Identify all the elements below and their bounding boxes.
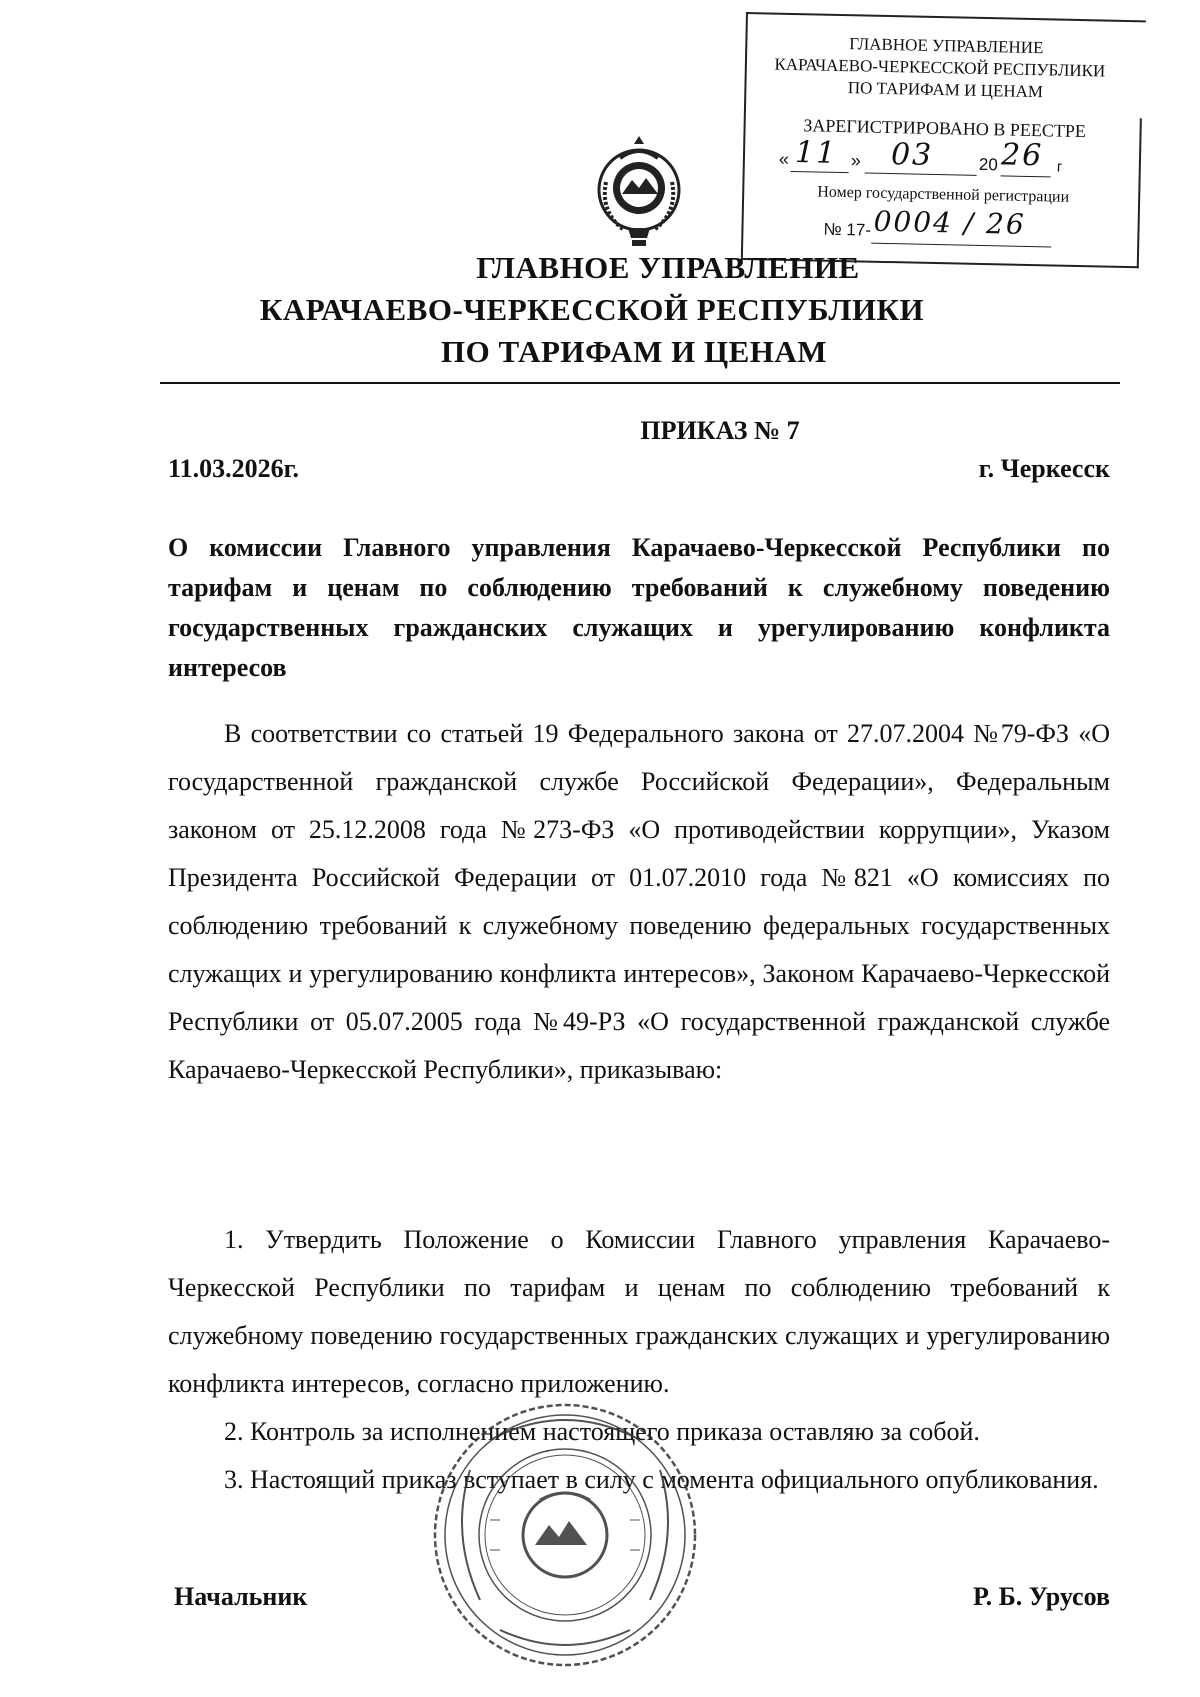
order-place: г. Черкесск [978, 454, 1110, 483]
signature-position: Начальник [174, 1582, 308, 1611]
order-item-3: 3. Настоящий приказ вступает в силу с момента официального опубликования. [224, 1465, 1099, 1494]
header-line3: ПО ТАРИФАМ И ЦЕНАМ [440, 334, 828, 369]
coat-of-arms-emblem [594, 132, 684, 252]
registration-stamp [741, 12, 1146, 272]
stamp-date-row: « 11 » 03 20 26 г [778, 135, 1063, 176]
stamp-org-line3: ПО ТАРИФАМ И ЦЕНАМ [847, 78, 1044, 102]
signature-name: Р. Б. Урусов [972, 1582, 1110, 1611]
header-divider [160, 382, 1120, 384]
stamp-org-line2: КАРАЧАЕВО-ЧЕРКЕССКОЙ РЕСПУБЛИКИ [774, 54, 1106, 81]
stamp-month: 03 [890, 137, 934, 173]
stamp-year-suffix: 26 [1000, 137, 1044, 174]
header-line2: КАРАЧАЕВО-ЧЕРКЕССКОЙ РЕСПУБЛИКИ [259, 292, 925, 327]
stamp-number-prefix: № 17- [823, 219, 872, 240]
stamp-number-value: 0004 / 26 [873, 204, 1027, 241]
order-date: 11.03.2026г. [168, 454, 299, 483]
stamp-number-row [823, 204, 1124, 250]
order-subject: О комиссии Главного управления Карачаево-Черкесской Республики по тарифам и ценам по соблюдению требований к служебному поведению государственных гражданских служащих и урегулированию конфликта интересов [168, 533, 1110, 682]
stamp-year-prefix: 20 [978, 154, 998, 175]
header-line1: ГЛАВНОЕ УПРАВЛЕНИЕ [476, 250, 860, 285]
stamp-reg-number-label: Номер государственной регистрации [817, 183, 1070, 206]
official-round-seal [430, 1400, 700, 1670]
stamp-year-unit: г [1056, 158, 1063, 176]
stamp-day: 11 [794, 135, 838, 171]
order-item-1: 1. Утвердить Положение о Комиссии Главного управления Карачаево-Черкесской Республики по тарифам и ценам по соблюдению требований к служебному поведению государственных гражданских служащих и урегулированию конфликта интересов, согласно приложению. [168, 1225, 1110, 1398]
preamble-paragraph: В соответствии со статьей 19 Федерального закона от 27.07.2004 №79-ФЗ «О государственной гражданской службе Российской Федерации», Федеральным законом от 25.12.2008 года №273-ФЗ «О противодействии коррупции», Указом Президента Российской Федерации от 01.07.2010 года №821 «О комиссиях по соблюдению требований к служебному поведению федеральных государственных служащих и урегулированию конфликта интересов», Законом Карачаево-Черкесской Республики от 05.07.2005 года №49-РЗ «О государственной гражданской службе Карачаево-Черкесской Республики», приказываю: [168, 719, 1110, 1084]
order-title: ПРИКАЗ № 7 [640, 416, 800, 445]
stamp-org-line1: ГЛАВНОЕ УПРАВЛЕНИЕ [849, 34, 1044, 58]
order-item-2: 2. Контроль за исполнением настоящего приказа оставляю за собой. [224, 1417, 980, 1446]
stamp-registered-label: ЗАРЕГИСТРИРОВАНО В РЕЕСТРЕ [803, 115, 1087, 142]
